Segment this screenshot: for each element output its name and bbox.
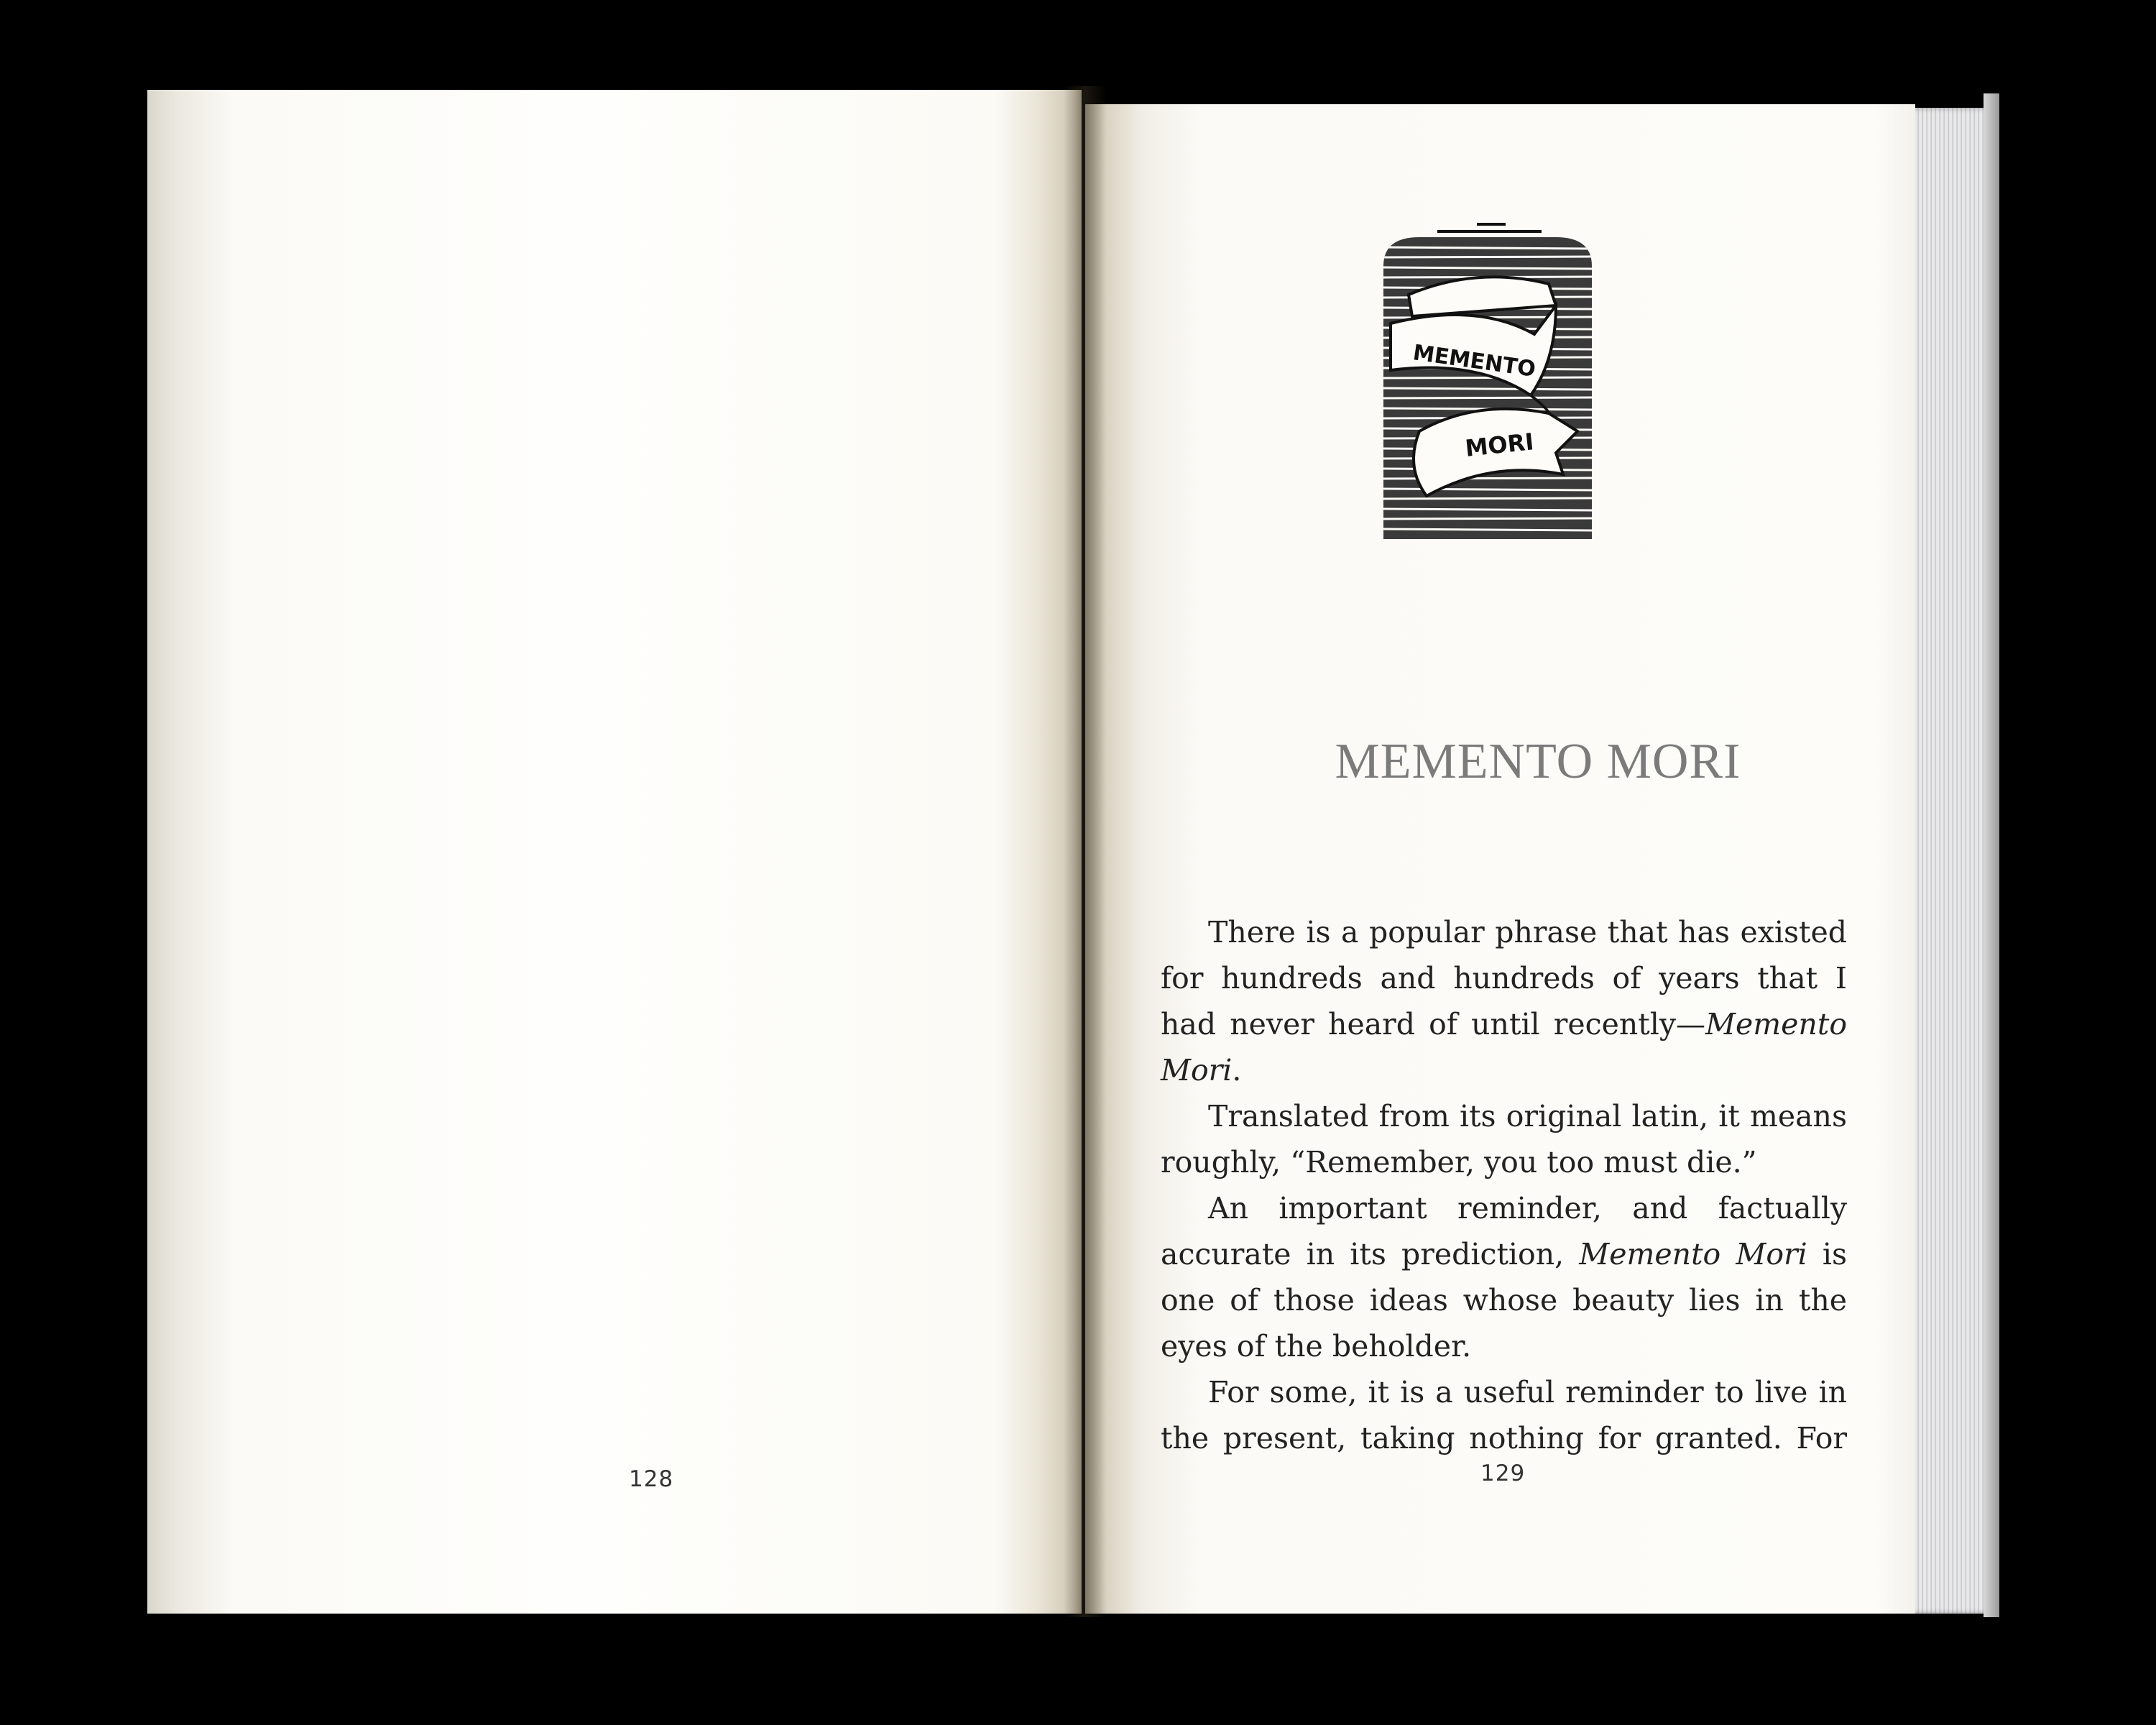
paragraph-text: . [1232,1053,1242,1087]
paragraph-3 [1161,1185,1847,1369]
chapter-title: MEMENTO MORI [1335,734,1741,789]
paragraph-text: For some, it is a useful reminder to live in the present, taking nothing for granted. For [1161,1375,1847,1455]
emblem-lettering-bottom: MORI [1463,428,1535,462]
emblem-lettering-top: MEMENTO [1411,340,1537,382]
body-text [1161,909,1847,1461]
page-number-left: 128 [629,1466,674,1492]
paragraph-text: There is a popular phrase that has existed for hundreds and hundreds of years that I had never heard of until recently— [1161,915,1847,1041]
paragraph-text: An important reminder, and factually accurate in its prediction, [1161,1191,1847,1271]
memento-mori-banner-illustration-icon [1369,216,1606,553]
paragraph-text: is one of those ideas whose beauty lies in the eyes of the beholder. [1161,1237,1847,1363]
book-gutter [1064,86,1107,1617]
paragraph-4 [1161,1369,1847,1461]
paragraph-2 [1161,1093,1847,1185]
page-number-right: 129 [1480,1460,1526,1486]
cover-edge [1984,93,1999,1617]
paragraph-emphasis: Memento Mori [1579,1237,1807,1271]
paragraph-text: Translated from its original latin, it means roughly, “Remember, you too must die.” [1161,1099,1847,1179]
left-page [147,90,1082,1614]
paragraph-emphasis: Memento Mori [1161,1007,1847,1087]
paragraph-1 [1161,909,1847,1093]
